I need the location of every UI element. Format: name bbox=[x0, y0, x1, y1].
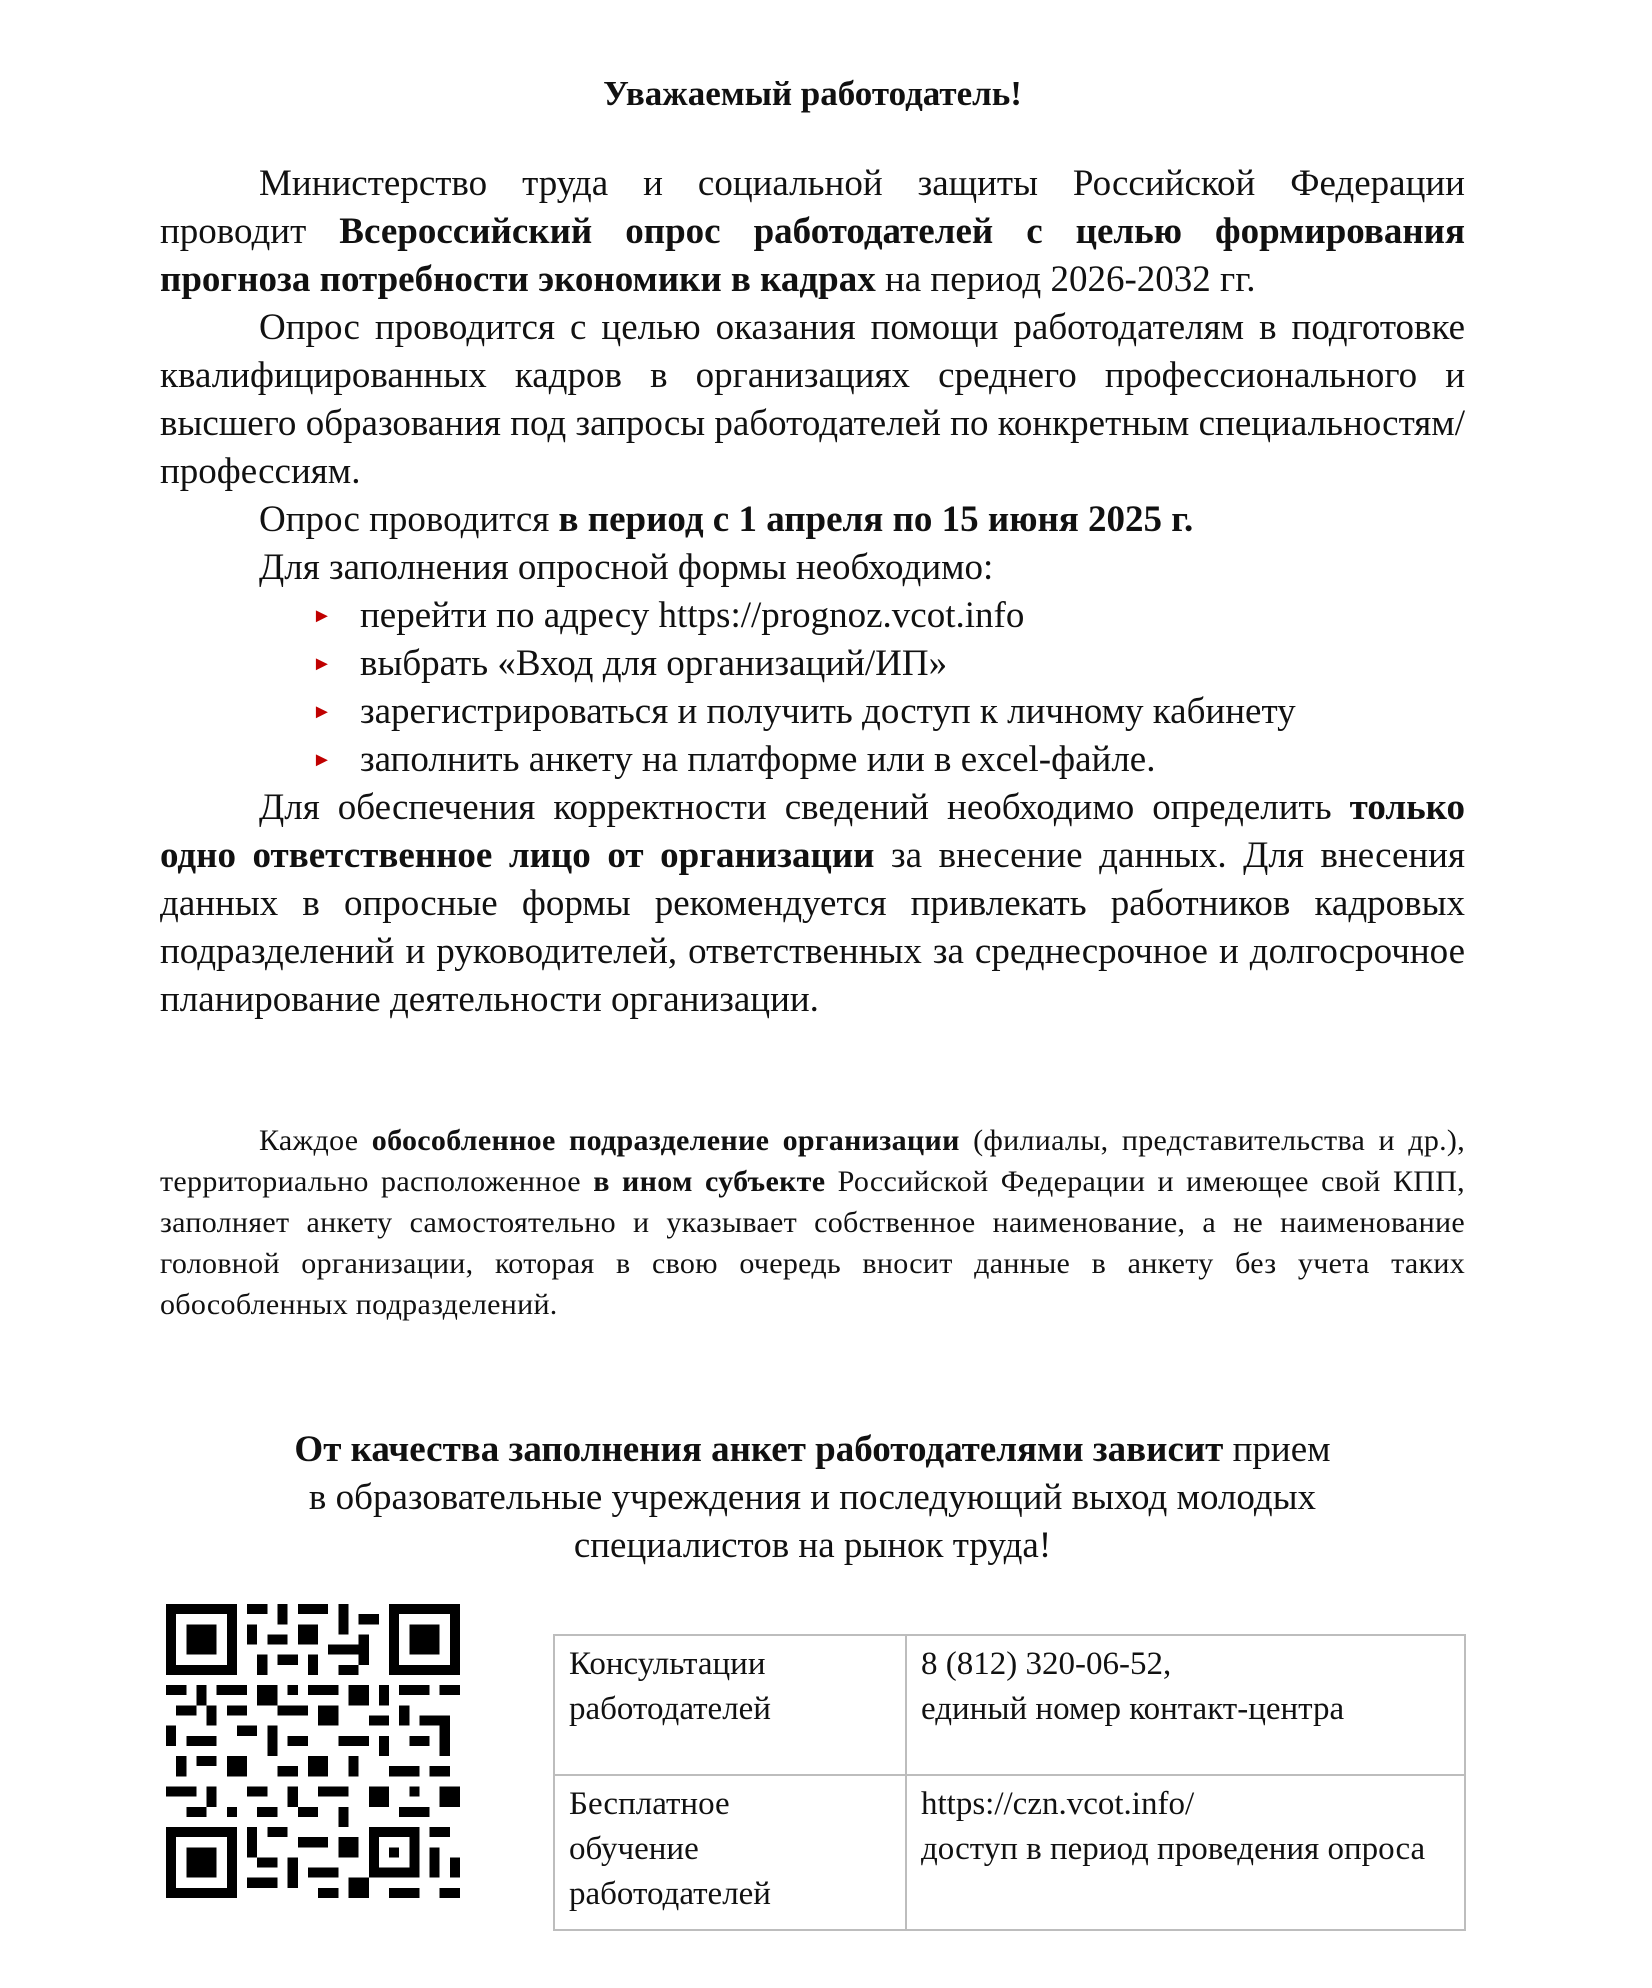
branches-bold-1: обособленное подразделение организации bbox=[371, 1124, 960, 1157]
intro-text-2: на период 2026-2032 гг. bbox=[875, 259, 1256, 300]
triangle-bullet-icon: ► bbox=[312, 653, 332, 675]
list-item bbox=[160, 736, 1465, 784]
table-row bbox=[554, 1635, 1465, 1775]
responsible-paragraph bbox=[160, 784, 1465, 1024]
consultation-label-2: работодателей bbox=[569, 1691, 771, 1727]
closing-line-3: специалистов на рынок труда! bbox=[573, 1525, 1052, 1566]
qr-code-icon[interactable] bbox=[166, 1604, 460, 1898]
consultation-label-1: Консультации bbox=[569, 1646, 766, 1682]
training-access-text: доступ в период проведения опроса bbox=[921, 1831, 1426, 1867]
step-text: заполнить анкету на платформе или в excel-файле. bbox=[360, 739, 1156, 780]
intro-paragraph bbox=[160, 160, 1465, 304]
triangle-bullet-icon: ► bbox=[312, 701, 332, 723]
intro-text-1: Министерство труда и социальной защиты Российской Федерации проводит bbox=[160, 163, 1465, 252]
branches-paragraph bbox=[160, 1120, 1465, 1325]
table-row bbox=[554, 1775, 1465, 1930]
steps-list bbox=[160, 592, 1465, 784]
training-label-2: обучение bbox=[569, 1831, 699, 1867]
period-bold: в период с 1 апреля по 15 июня 2025 г. bbox=[558, 499, 1194, 540]
steps-intro: Для заполнения опросной формы необходимо: bbox=[259, 547, 994, 588]
list-item bbox=[160, 640, 1465, 688]
step-text: выбрать «Вход для организаций/ИП» bbox=[360, 643, 948, 684]
letter-body bbox=[160, 160, 1465, 1024]
purpose-paragraph: Опрос проводится с целью оказания помощи работодателям в подготовке квалифицированных кадров в организациях среднего профессионального и высшего образования под запросы работодателей по конкретным специальностям/профессиям. bbox=[160, 307, 1465, 492]
contact-center-text: единый номер контакт-центра bbox=[921, 1691, 1345, 1727]
period-paragraph bbox=[160, 496, 1465, 544]
contacts-table bbox=[553, 1634, 1466, 1931]
period-text: Опрос проводится bbox=[259, 499, 559, 540]
step-text: зарегистрироваться и получить доступ к личному кабинету bbox=[360, 691, 1296, 732]
training-value-cell bbox=[906, 1775, 1465, 1930]
branches-text-2: (филиалы, представительства и др.), территориально расположенное bbox=[160, 1124, 1466, 1198]
triangle-bullet-icon: ► bbox=[312, 605, 332, 627]
responsible-text-2: за внесение данных. Для внесения данных в опросные формы рекомендуется привлекать работников кадровых подразделений и руководителей, ответственных за среднесрочное и долгосрочное планирование деятельности организации. bbox=[160, 835, 1465, 1020]
closing-bold: От качества заполнения анкет работодателями зависит bbox=[294, 1429, 1224, 1470]
closing-text-1: прием bbox=[1223, 1429, 1331, 1470]
training-link[interactable]: https://czn.vcot.info/ bbox=[921, 1786, 1195, 1822]
branches-bold-2: в ином субъекте bbox=[593, 1165, 826, 1198]
branches-text-3: Российской Федерации и имеющее свой КПП, заполняет анкету самостоятельно и указывает собственное наименование, а не наименование головной организации, которая в свою очередь вносит данные в анкету без учета таких обособленных подразделений. bbox=[160, 1165, 1465, 1321]
responsible-text-1: Для обеспечения корректности сведений необходимо определить bbox=[259, 787, 1350, 828]
list-item bbox=[160, 688, 1465, 736]
branches-text-1: Каждое bbox=[259, 1124, 372, 1157]
list-item bbox=[160, 592, 1465, 640]
step-text: перейти по адресу https://prognoz.vcot.info bbox=[360, 595, 1025, 636]
training-label-1: Бесплатное bbox=[569, 1786, 730, 1822]
intro-bold: Всероссийский опрос работодателей с целью формирования прогноза потребности экономики в кадрах bbox=[160, 211, 1465, 300]
responsible-bold: только одно ответственное лицо от организации bbox=[160, 787, 1465, 876]
consultation-label-cell bbox=[554, 1635, 906, 1775]
consultation-value-cell bbox=[906, 1635, 1465, 1775]
closing-line-2: в образовательные учреждения и последующий выход молодых bbox=[308, 1477, 1317, 1518]
training-label-3: работодателей bbox=[569, 1876, 771, 1912]
triangle-bullet-icon: ► bbox=[312, 749, 332, 771]
page-title: Уважаемый работодатель! bbox=[603, 74, 1022, 113]
document-page bbox=[160, 0, 1465, 1988]
closing-statement bbox=[160, 1426, 1465, 1570]
contact-phone[interactable]: 8 (812) 320-06-52, bbox=[921, 1646, 1172, 1682]
training-label-cell bbox=[554, 1775, 906, 1930]
